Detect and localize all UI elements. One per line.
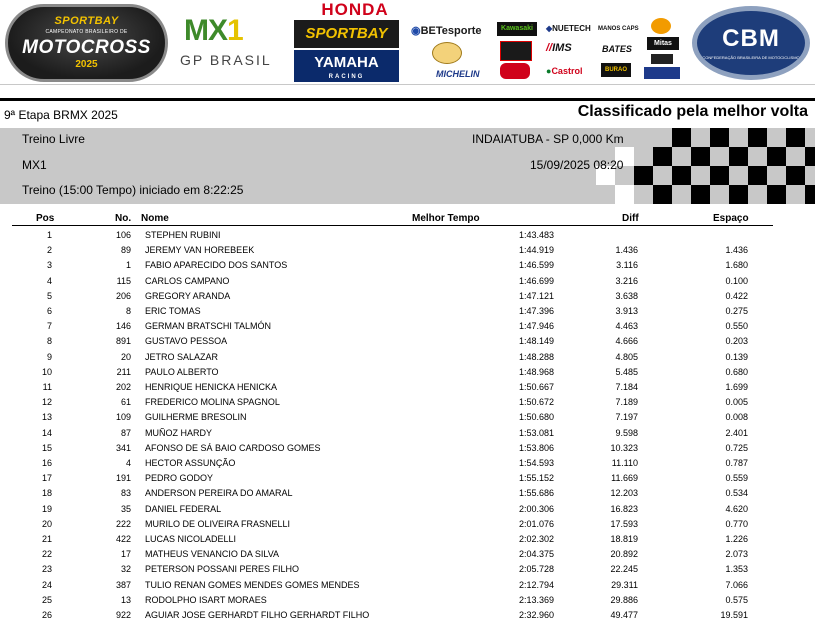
- row-diff: 3.913: [615, 306, 638, 316]
- mx1-gp-brasil-logo: [180, 14, 280, 74]
- row-gap: 0.559: [725, 473, 748, 484]
- sponsor-banner: [0, 0, 815, 85]
- flag-square: [748, 128, 767, 147]
- row-diff: 18.819: [610, 534, 638, 544]
- row-pos: 7: [46, 321, 52, 332]
- row-best-time: 1:55.152: [518, 473, 554, 484]
- row-name: TULIO RENAN GOMES MENDES GOMES MENDES: [145, 579, 360, 590]
- row-diff: 11.669: [611, 473, 638, 484]
- flag-square: [786, 166, 805, 185]
- ims-logo: //IMS: [546, 42, 572, 54]
- col-header-best-time: Melhor Tempo: [412, 213, 480, 224]
- row-best-time: 2:02.302: [518, 534, 554, 544]
- row-best-time: 2:05.728: [518, 564, 554, 575]
- table-row: [0, 397, 815, 412]
- row-number: 341: [115, 442, 131, 453]
- row-pos: 11: [42, 382, 52, 392]
- flag-square: [672, 166, 691, 185]
- row-gap: 4.620: [725, 503, 748, 514]
- row-pos: 21: [41, 534, 52, 544]
- session-datetime: 15/09/2025 08:20: [530, 158, 624, 172]
- row-gap: 0.680: [725, 366, 748, 377]
- row-pos: 10: [41, 366, 52, 377]
- nuetech-text: NUETECH: [552, 24, 591, 33]
- row-number: 206: [115, 290, 131, 301]
- row-gap: 0.139: [725, 351, 748, 362]
- row-best-time: 1:48.288: [518, 351, 554, 362]
- row-gap: 2.073: [725, 549, 748, 560]
- row-name: AFONSO DE SÁ BAIO CARDOSO GOMES: [145, 442, 321, 453]
- row-number: 146: [115, 321, 131, 332]
- classification-title: Classificado pela melhor volta: [577, 103, 808, 120]
- castrol-text: Castrol: [551, 66, 583, 76]
- event-title: 9ª Etapa BRMX 2025: [4, 108, 118, 122]
- logo-top-text: SPORTBAY: [54, 15, 119, 27]
- row-diff: 4.463: [615, 321, 638, 332]
- row-name: JETRO SALAZAR: [145, 351, 219, 362]
- row-pos: 4: [46, 275, 52, 286]
- table-row: [0, 458, 815, 473]
- row-pos: 1: [46, 230, 52, 240]
- row-gap: 1.680: [725, 260, 748, 271]
- row-number: 8: [125, 306, 131, 316]
- row-number: 1: [125, 260, 131, 271]
- row-best-time: 1:50.680: [518, 412, 554, 423]
- row-name: RODOLPHO ISART MORAES: [145, 594, 267, 605]
- table-row: [0, 367, 815, 382]
- row-pos: 16: [41, 458, 52, 468]
- row-pos: 6: [46, 306, 52, 316]
- row-name: LUCAS NICOLADELLI: [145, 534, 237, 544]
- row-name: FREDERICO MOLINA SPAGNOL: [145, 397, 280, 408]
- row-diff: 3.216: [615, 275, 638, 286]
- row-pos: 12: [41, 397, 52, 408]
- row-name: GUILHERME BRESOLIN: [145, 412, 247, 423]
- row-diff: 7.184: [615, 382, 638, 392]
- row-best-time: 1:48.968: [518, 366, 554, 377]
- row-number: 17: [120, 549, 131, 560]
- row-number: 202: [115, 382, 131, 392]
- table-row: [0, 321, 815, 336]
- cbm-sub: CONFEDERAÇÃO BRASILEIRA DE MOTOCICLISMO: [702, 55, 800, 60]
- kawasaki-logo: [497, 22, 537, 36]
- table-row: [0, 291, 815, 306]
- row-number: 20: [120, 351, 131, 362]
- row-gap: 0.725: [725, 442, 748, 453]
- row-number: 106: [115, 230, 131, 240]
- table-row: [0, 443, 815, 458]
- flag-square: [767, 147, 786, 166]
- michelin-logo: MICHELIN: [436, 69, 480, 79]
- row-gap: 0.534: [725, 488, 748, 499]
- row-name: ANDERSON PEREIRA DO AMARAL: [145, 488, 293, 499]
- table-row: [0, 260, 815, 275]
- row-best-time: 1:44.919: [518, 245, 554, 256]
- sponsor-blue-tile-icon: [644, 67, 680, 79]
- row-gap: 2.401: [725, 427, 748, 438]
- mx1-one-text: 1: [227, 14, 243, 47]
- row-gap: 1.226: [725, 534, 748, 544]
- manos-caps-logo: MANOS CAPS: [598, 26, 639, 32]
- cbm-title: CBM: [722, 25, 780, 52]
- row-number: 4: [125, 458, 131, 468]
- row-name: PETERSON POSSANI PERES FILHO: [145, 564, 300, 575]
- flag-square: [634, 166, 653, 185]
- row-best-time: 1:46.599: [518, 260, 554, 271]
- row-number: 422: [115, 534, 131, 544]
- table-row: [0, 504, 815, 519]
- col-header-pos: Pos: [36, 213, 55, 224]
- row-diff: 20.892: [610, 549, 638, 560]
- table-row: [0, 412, 815, 427]
- row-diff: 22.245: [610, 564, 638, 575]
- gp-brasil-text: GP BRASIL: [180, 52, 272, 68]
- kawasaki-text: Kawasaki: [501, 25, 533, 32]
- row-diff: 29.886: [610, 594, 638, 605]
- row-name: AGUIAR JOSE GERHARDT FILHO GERHARDT FILHO: [145, 610, 370, 620]
- row-best-time: 1:43.483: [518, 230, 554, 240]
- castrol-logo: ●Castrol: [546, 66, 583, 76]
- row-name: MUÑOZ HARDY: [145, 427, 212, 438]
- row-best-time: 1:47.946: [518, 321, 554, 332]
- table-row: [0, 428, 815, 443]
- row-diff: 7.197: [615, 412, 638, 423]
- header-top-rule: [0, 98, 815, 101]
- yamaha-logo: [294, 50, 399, 82]
- row-best-time: 1:54.593: [518, 458, 554, 468]
- row-number: 109: [115, 412, 131, 423]
- row-gap: 0.275: [725, 306, 748, 316]
- row-gap: 0.008: [725, 412, 748, 423]
- row-number: 89: [120, 245, 131, 256]
- row-name: PAULO ALBERTO: [145, 366, 219, 377]
- sponsor-black-tile-icon: [500, 41, 532, 61]
- table-row: [0, 336, 815, 351]
- row-pos: 17: [41, 473, 52, 484]
- row-gap: 0.005: [725, 397, 748, 408]
- row-number: 115: [116, 275, 131, 286]
- row-diff: 4.805: [615, 351, 638, 362]
- honda-logo: HONDA: [321, 0, 389, 19]
- logo-main-text: MOTOCROSS: [22, 37, 151, 58]
- row-number: 211: [116, 366, 131, 377]
- brasileiro-motocross-logo: [5, 4, 168, 82]
- row-diff: 3.116: [616, 260, 638, 271]
- row-pos: 23: [41, 564, 52, 575]
- row-pos: 19: [41, 503, 52, 514]
- sportbay-logo: SPORTBAY: [294, 20, 399, 48]
- row-best-time: 1:53.806: [518, 442, 554, 453]
- row-gap: 19.591: [720, 610, 748, 620]
- row-gap: 0.575: [725, 594, 748, 605]
- table-row: [0, 610, 815, 625]
- row-name: MATHEUS VENANCIO DA SILVA: [145, 549, 280, 560]
- row-diff: 4.666: [615, 336, 638, 347]
- sponsor-flame-icon: [651, 18, 671, 34]
- row-best-time: 1:46.699: [518, 275, 554, 286]
- row-diff: 12.203: [610, 488, 638, 499]
- table-row: [0, 352, 815, 367]
- nuetech-logo: ◆NUETECH: [546, 24, 591, 33]
- row-best-time: 2:12.794: [518, 579, 554, 590]
- flag-square: [710, 128, 729, 147]
- row-name: HENRIQUE HENICKA HENICKA: [145, 382, 278, 392]
- row-pos: 2: [46, 245, 52, 256]
- row-pos: 22: [41, 549, 52, 560]
- session-start-text: Treino (15:00 Tempo) iniciado em 8:22:25: [22, 183, 244, 197]
- flag-square: [653, 185, 672, 204]
- row-gap: 1.353: [725, 564, 748, 575]
- row-name: GREGORY ARANDA: [145, 290, 231, 301]
- flag-square: [691, 185, 710, 204]
- row-best-time: 2:00.306: [518, 503, 554, 514]
- flag-square: [691, 147, 710, 166]
- sponsor-red-tile-icon: [500, 63, 530, 79]
- table-row: [0, 488, 815, 503]
- row-name: CARLOS CAMPANO: [145, 275, 230, 286]
- betesporte-logo: ◉BETesporte: [411, 25, 482, 37]
- row-gap: 0.422: [725, 290, 748, 301]
- table-row: [0, 580, 815, 595]
- row-best-time: 2:01.076: [518, 518, 554, 529]
- row-number: 35: [120, 503, 131, 514]
- burao-logo: [601, 63, 631, 77]
- row-best-time: 1:50.667: [518, 382, 554, 392]
- row-name: GERMAN BRATSCHI TALMÓN: [145, 321, 272, 332]
- row-name: ERIC TOMAS: [145, 306, 201, 316]
- sponsor-small-black-icon: [651, 54, 673, 64]
- flag-square: [805, 147, 815, 166]
- flag-square: [710, 166, 729, 185]
- row-pos: 18: [41, 488, 52, 499]
- yamaha-racing-text: RACING: [328, 74, 365, 80]
- logo-year-text: 2025: [75, 59, 98, 70]
- table-row: [0, 519, 815, 534]
- row-name: FABIO APARECIDO DOS SANTOS: [145, 260, 288, 271]
- flag-square: [672, 128, 691, 147]
- row-name: MURILO DE OLIVEIRA FRASNELLI: [145, 518, 291, 529]
- row-best-time: 2:04.375: [518, 549, 554, 560]
- row-name: JEREMY VAN HOREBEEK: [145, 245, 255, 256]
- table-row: [0, 549, 815, 564]
- row-pos: 24: [41, 579, 52, 590]
- mx1-mx-text: MX: [184, 14, 227, 47]
- burao-text: BURAO: [605, 67, 627, 73]
- row-best-time: 1:50.672: [518, 397, 554, 408]
- row-gap: 0.203: [725, 336, 748, 347]
- row-best-time: 2:32.960: [518, 610, 554, 620]
- flag-square: [615, 185, 634, 204]
- row-best-time: 2:13.369: [518, 594, 554, 605]
- row-gap: 0.770: [725, 518, 748, 529]
- row-name: PEDRO GODOY: [145, 473, 214, 484]
- logo-sub-text: CAMPEONATO BRASILEIRO DE: [45, 29, 128, 35]
- row-gap: 1.436: [725, 245, 748, 256]
- row-pos: 25: [41, 594, 52, 605]
- row-name: DANIEL FEDERAL: [145, 503, 222, 514]
- session-info-panel: [0, 128, 815, 204]
- row-number: 922: [115, 610, 131, 620]
- row-gap: 1.699: [725, 382, 748, 392]
- table-row: [0, 306, 815, 321]
- betesporte-text: BETesporte: [420, 25, 482, 37]
- row-diff: 5.485: [615, 366, 638, 377]
- col-header-no: No.: [115, 213, 132, 224]
- row-gap: 0.100: [725, 275, 748, 286]
- row-diff: 29.311: [611, 579, 638, 590]
- row-number: 891: [115, 336, 131, 347]
- ims-text: IMS: [552, 42, 572, 54]
- row-name: STEPHEN RUBINI: [145, 230, 221, 240]
- flag-square: [786, 128, 805, 147]
- table-row: [0, 564, 815, 579]
- row-best-time: 1:48.149: [518, 336, 554, 347]
- flag-square: [729, 147, 748, 166]
- flag-square: [748, 166, 767, 185]
- row-diff: 3.638: [615, 290, 638, 301]
- row-best-time: 1:47.121: [518, 290, 554, 301]
- row-pos: 8: [46, 336, 52, 347]
- flag-square: [729, 185, 748, 204]
- table-row: [0, 595, 815, 610]
- table-row: [0, 534, 815, 549]
- bates-logo: BATES: [602, 44, 632, 54]
- row-number: 87: [120, 427, 131, 438]
- row-pos: 14: [41, 427, 52, 438]
- table-row: [0, 230, 815, 245]
- row-number: 83: [120, 488, 131, 499]
- row-pos: 20: [41, 518, 52, 529]
- col-header-name: Nome: [141, 213, 169, 224]
- category-name: MX1: [22, 158, 47, 172]
- row-gap: 0.550: [725, 321, 748, 332]
- row-pos: 9: [46, 351, 52, 362]
- row-number: 387: [115, 579, 131, 590]
- row-diff: 7.189: [615, 397, 638, 408]
- cbm-logo: [692, 6, 810, 80]
- row-diff: 10.323: [610, 442, 638, 453]
- row-pos: 5: [46, 290, 52, 301]
- flag-square: [653, 147, 672, 166]
- row-gap: 7.066: [725, 579, 748, 590]
- row-diff: 9.598: [615, 427, 638, 438]
- table-header-rule: [12, 225, 773, 226]
- row-best-time: 1:55.686: [518, 488, 554, 499]
- row-diff: 49.477: [610, 610, 638, 620]
- row-number: 13: [120, 594, 131, 605]
- col-header-gap: Espaço: [713, 213, 749, 224]
- row-diff: 1.436: [615, 245, 638, 256]
- row-name: GUSTAVO PESSOA: [145, 336, 228, 347]
- brand-emblem: [432, 42, 462, 64]
- yamaha-text: YAMAHA: [314, 54, 379, 71]
- col-header-diff: Diff: [622, 213, 639, 224]
- location-text: INDAIATUBA - SP 0,000 Km: [472, 132, 624, 146]
- row-number: 222: [115, 518, 131, 529]
- row-number: 61: [120, 397, 131, 408]
- row-diff: 16.823: [610, 503, 638, 514]
- mitas-logo: [647, 37, 679, 50]
- row-diff: 11.110: [611, 458, 638, 468]
- row-name: HECTOR ASSUNÇÃO: [145, 458, 236, 468]
- row-number: 191: [115, 473, 131, 484]
- table-row: [0, 276, 815, 291]
- session-name: Treino Livre: [22, 132, 85, 146]
- row-gap: 0.787: [725, 458, 748, 468]
- flag-square: [767, 185, 786, 204]
- row-best-time: 1:53.081: [518, 427, 554, 438]
- flag-square: [805, 185, 815, 204]
- row-diff: 17.593: [610, 518, 638, 529]
- row-pos: 3: [46, 260, 52, 271]
- row-pos: 13: [41, 412, 52, 423]
- row-number: 32: [120, 564, 131, 575]
- table-row: [0, 473, 815, 488]
- mitas-text: Mitas: [654, 40, 672, 47]
- row-pos: 26: [41, 610, 52, 620]
- row-best-time: 1:47.396: [518, 306, 554, 316]
- row-pos: 15: [41, 442, 52, 453]
- table-row: [0, 245, 815, 260]
- table-row: [0, 382, 815, 397]
